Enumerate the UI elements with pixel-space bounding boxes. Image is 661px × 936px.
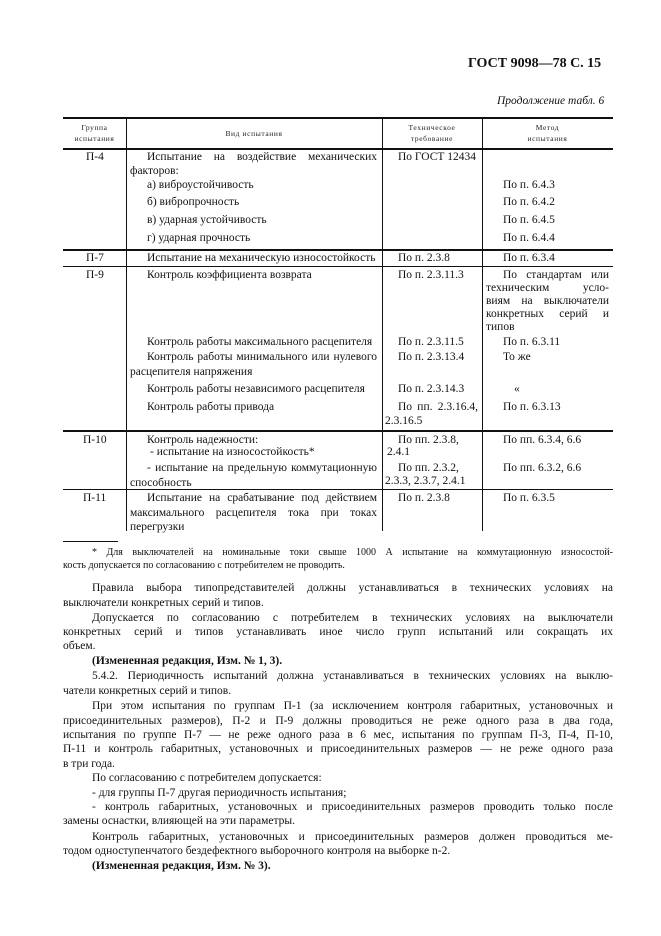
table-top-border <box>63 117 613 119</box>
row-divider <box>63 430 613 432</box>
test-cell: Контроль коэффициента возврата <box>147 269 312 281</box>
test-cell: - испытание на предельную коммутационную <box>147 462 377 474</box>
test-cell: Контроль работы минимального или нулевого <box>147 351 377 363</box>
requirement-cell: По пп. 2.3.16.4, <box>398 401 478 413</box>
requirement-cell: По п. 2.3.13.4 <box>398 351 465 363</box>
amendment-note: (Измененная редакция, Изм. № 3). <box>92 860 271 872</box>
requirement-cell: По п. 2.3.8 <box>398 492 450 504</box>
body-line: При этом испытания по группам П-1 (за исключением контроля габаритных, установочных и <box>92 700 613 712</box>
method-cell: По п. 6.3.13 <box>503 401 561 413</box>
method-cell: конкретных серий и <box>486 308 609 320</box>
test-cell: Контроль работы максимального расцепителя <box>147 336 373 348</box>
method-cell: По стандартам или <box>503 269 609 281</box>
test-cell: а) виброустойчивость <box>147 179 254 191</box>
test-cell: способность <box>130 477 192 489</box>
method-cell: виям на выключатели <box>486 295 609 307</box>
method-cell: типов <box>486 321 515 333</box>
body-line: конкретных серий и типов устанавливать иное число групп испытаний или сокращать их <box>63 626 613 638</box>
body-line: Допускается по согласованию с потребителем в технических условиях на выключатели <box>92 612 613 624</box>
test-cell: - испытание на износостойкость* <box>150 446 315 458</box>
method-cell: По пп. 6.3.4, 6.6 <box>503 434 582 446</box>
requirement-cell: По п. 2.3.11.5 <box>398 336 464 348</box>
amendment-note: (Измененная редакция, Изм. № 1, 3). <box>92 655 283 667</box>
test-cell: Контроль надежности: <box>147 434 259 446</box>
test-cell: Испытание на механическую износостойкость <box>147 252 376 264</box>
test-cell: г) ударная прочность <box>147 232 251 244</box>
column-divider <box>482 117 483 531</box>
method-cell: По п. 6.3.5 <box>503 492 555 504</box>
requirement-cell: По пп. 2.3.2, <box>398 462 459 474</box>
body-line: чатели конкретных серий и типов. <box>63 685 232 697</box>
requirement-cell: По п. 2.3.14.3 <box>398 383 465 395</box>
row-divider <box>63 266 613 267</box>
footnote-text: * Для выключателей на номинальные токи свыше 1000 А испытание на коммутационную износостой- <box>92 547 613 558</box>
column-header-test: Вид испытания <box>225 129 283 138</box>
body-line: в три года. <box>63 758 115 770</box>
body-line: испытания по группе П-7 — не реже одного раза в 6 мес, испытания по группам П-3, П-4, П-10, <box>63 729 613 741</box>
column-divider <box>382 117 383 531</box>
test-cell: перегрузки <box>130 521 185 533</box>
method-cell: По п. 6.4.4 <box>503 232 555 244</box>
group-cell: П-7 <box>86 252 104 264</box>
test-cell: в) ударная устойчивость <box>147 214 267 226</box>
test-cell: максимального расцепителя тока при токах <box>130 507 377 519</box>
test-cell: Испытание на воздействие механических <box>147 151 377 163</box>
method-cell: То же <box>503 351 531 363</box>
body-line: замены оснастки, влияющей на эти параметры. <box>63 815 295 827</box>
method-cell: « <box>514 383 520 395</box>
body-line: По согласованию с потребителем допускается: <box>92 772 322 784</box>
method-cell: По п. 6.3.4 <box>503 252 555 264</box>
group-cell: П-11 <box>83 492 107 504</box>
requirement-cell: По пп. 2.3.8, <box>398 434 459 446</box>
body-line: объем. <box>63 640 96 652</box>
requirement-cell: По ГОСТ 12434 <box>398 151 477 163</box>
body-line: - контроль габаритных, установочных и присоединительных размеров проводить только после <box>92 801 613 813</box>
group-cell: П-9 <box>86 269 104 281</box>
group-cell: П-10 <box>83 434 107 446</box>
body-line: Правила выбора типопредставителей должны устанавливаться в технических условиях на <box>92 582 613 594</box>
requirement-cell: По п. 2.3.8 <box>398 252 450 264</box>
method-cell: техническим усло- <box>486 282 609 294</box>
page-header-title: ГОСТ 9098—78 С. 15 <box>468 56 602 71</box>
body-line: - для группы П-7 другая периодичность испытания; <box>92 787 347 799</box>
body-line: выключатели конкретных серий и типов. <box>63 597 264 609</box>
method-cell: По п. 6.3.11 <box>503 336 561 348</box>
test-cell: факторов: <box>130 165 179 177</box>
table-continuation-label: Продолжение табл. 6 <box>497 95 605 107</box>
body-line: Контроль габаритных, установочных и присоединительных размеров должен проводиться ме- <box>92 831 613 843</box>
body-line: 5.4.2. Периодичность испытаний должна устанавливаться в технических условиях на выклю- <box>92 670 613 682</box>
body-line: тодом одноступенчатого бездефектного выборочного контроля на выборке n-2. <box>63 845 451 857</box>
footnote-text: кость допускается по согласованию с потребителем не проводить. <box>63 560 345 571</box>
method-cell: По п. 6.4.5 <box>503 214 555 226</box>
test-cell: б) вибропрочность <box>147 196 240 208</box>
column-divider <box>126 117 127 531</box>
group-cell: П-4 <box>86 151 104 163</box>
requirement-cell: 2.3.3, 2.3.7, 2.4.1 <box>385 475 466 487</box>
method-cell: По п. 6.4.2 <box>503 196 555 208</box>
requirement-cell: 2.4.1 <box>387 446 410 458</box>
test-cell: Контроль работы независимого расцепителя <box>147 383 365 395</box>
requirement-cell: По п. 2.3.11.3 <box>398 269 464 281</box>
test-cell: Испытание на срабатывание под действием <box>147 492 377 504</box>
body-line: присоединительных размеров), П-2 и П-9 должны проводиться не реже одного раза в два года, <box>63 715 613 727</box>
column-header-group: Группа испытания <box>74 123 115 143</box>
test-cell: расцепителя напряжения <box>130 366 253 378</box>
test-cell: Контроль работы привода <box>147 401 275 413</box>
method-cell: По п. 6.4.3 <box>503 179 555 191</box>
column-header-requirement: Техническое требование <box>408 123 456 143</box>
method-cell: По пп. 6.3.2, 6.6 <box>503 462 582 474</box>
requirement-cell: 2.3.16.5 <box>385 415 423 427</box>
footnote-rule <box>63 541 118 542</box>
body-line: П-11 и контроль габаритных, установочных и присоединительных размеров — не реже одного раза <box>63 743 613 755</box>
column-header-method: Метод испытания <box>527 123 568 143</box>
